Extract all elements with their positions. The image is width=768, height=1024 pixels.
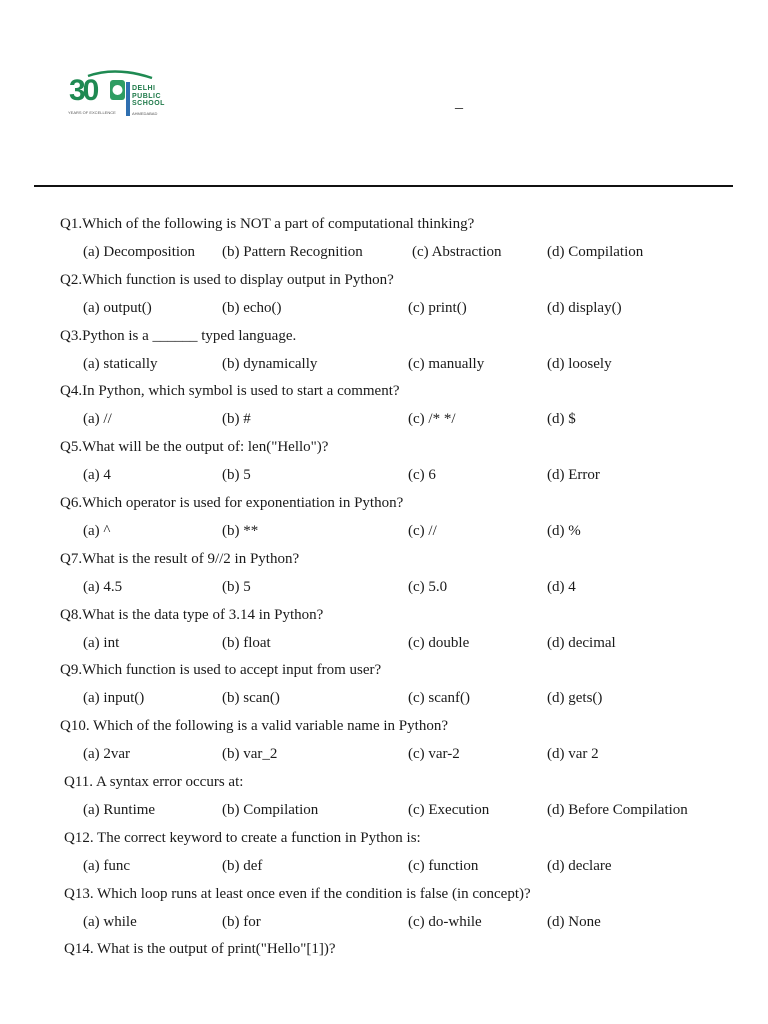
answer-option: (a) func	[83, 858, 131, 874]
answer-option: (b) Pattern Recognition	[222, 244, 363, 260]
answer-option: (b) #	[222, 411, 251, 427]
logo-anniversary-number: 30	[69, 74, 97, 107]
question-text: Q14. What is the output of print("Hello"[1])?	[64, 941, 336, 957]
answer-option: (c) //	[408, 523, 437, 539]
answer-option: (a) while	[83, 914, 137, 930]
answer-option: (c) /* */	[408, 411, 456, 427]
answer-option: (b) 5	[222, 467, 251, 483]
answer-option: (a) 2var	[83, 746, 131, 762]
question-text: Q1.Which of the following is NOT a part of computational thinking?	[60, 216, 475, 232]
answer-option: (d) display()	[547, 300, 622, 316]
answer-option: (c) double	[408, 635, 470, 651]
answer-option: (b) Compilation	[222, 802, 319, 818]
answer-option: (b) for	[222, 914, 261, 930]
answer-option: (b) 5	[222, 579, 251, 595]
answer-option: (c) Execution	[408, 802, 490, 818]
answer-option: (d) %	[547, 523, 581, 539]
answer-option: (c) manually	[408, 356, 485, 372]
answer-option: (a) Decomposition	[83, 244, 196, 260]
question-text: Q8.What is the data type of 3.14 in Python?	[60, 607, 324, 623]
answer-option: (d) Error	[547, 467, 600, 483]
question-text: Q7.What is the result of 9//2 in Python?	[60, 551, 300, 567]
answer-option: (a) ^	[83, 523, 111, 539]
answer-option: (d) loosely	[547, 356, 612, 372]
answer-option: (a) statically	[83, 356, 158, 372]
answer-option: (d) decimal	[547, 635, 616, 651]
answer-option: (a) input()	[83, 690, 145, 706]
answer-option: (b) var_2	[222, 746, 278, 762]
school-logo	[66, 70, 178, 120]
answer-option: (d) var 2	[547, 746, 599, 762]
question-text: Q13. Which loop runs at least once even if the condition is false (in concept)?	[64, 886, 531, 902]
logo-city: AHMEDABAD	[132, 111, 158, 116]
answer-option: (a) //	[83, 411, 112, 427]
answer-option: (c) print()	[408, 300, 467, 316]
answer-option: (a) output()	[83, 300, 152, 316]
answer-option: (b) def	[222, 858, 263, 874]
answer-option: (d) gets()	[547, 690, 603, 706]
answer-option: (c) 5.0	[408, 579, 448, 595]
question-text: Q10. Which of the following is a valid variable name in Python?	[60, 718, 448, 734]
answer-option: (d) Compilation	[547, 244, 644, 260]
question-text: Q5.What will be the output of: len("Hello")?	[60, 439, 329, 455]
answer-option: (c) 6	[408, 467, 436, 483]
answer-option: (d) Before Compilation	[547, 802, 688, 818]
answer-option: (a) int	[83, 635, 120, 651]
answer-option: (d) declare	[547, 858, 612, 874]
question-text: Q2.Which function is used to display output in Python?	[60, 272, 394, 288]
answer-option: (a) 4.5	[83, 579, 123, 595]
question-text: Q3.Python is a ______ typed language.	[60, 328, 297, 344]
header-divider	[34, 185, 733, 187]
answer-option: (c) do-while	[408, 914, 482, 930]
logo-tagline: YEARS OF EXCELLENCE	[68, 110, 116, 115]
answer-option: (d) $	[547, 411, 576, 427]
answer-option: (b) scan()	[222, 690, 280, 706]
question-text: Q12. The correct keyword to create a function in Python is:	[64, 830, 421, 846]
question-text: Q9.Which function is used to accept input from user?	[60, 662, 382, 678]
answer-option: (b) echo()	[222, 300, 282, 316]
answer-option: (d) None	[547, 914, 601, 930]
answer-option: (c) Abstraction	[412, 244, 502, 260]
logo-school-name: DELHI PUBLIC SCHOOL	[132, 85, 165, 107]
answer-option: (b) dynamically	[222, 356, 318, 372]
answer-option: (b) **	[222, 523, 259, 539]
answer-option: (c) function	[408, 858, 479, 874]
header-blank-line: _	[455, 94, 463, 111]
answer-option: (a) 4	[83, 467, 111, 483]
question-text: Q11. A syntax error occurs at:	[64, 774, 244, 790]
answer-option: (c) scanf()	[408, 690, 471, 706]
question-text: Q4.In Python, which symbol is used to start a comment?	[60, 383, 400, 399]
question-text: Q6.Which operator is used for exponentiation in Python?	[60, 495, 404, 511]
answer-option: (a) Runtime	[83, 802, 156, 818]
answer-option: (b) float	[222, 635, 271, 651]
answer-option: (d) 4	[547, 579, 576, 595]
answer-option: (c) var-2	[408, 746, 460, 762]
